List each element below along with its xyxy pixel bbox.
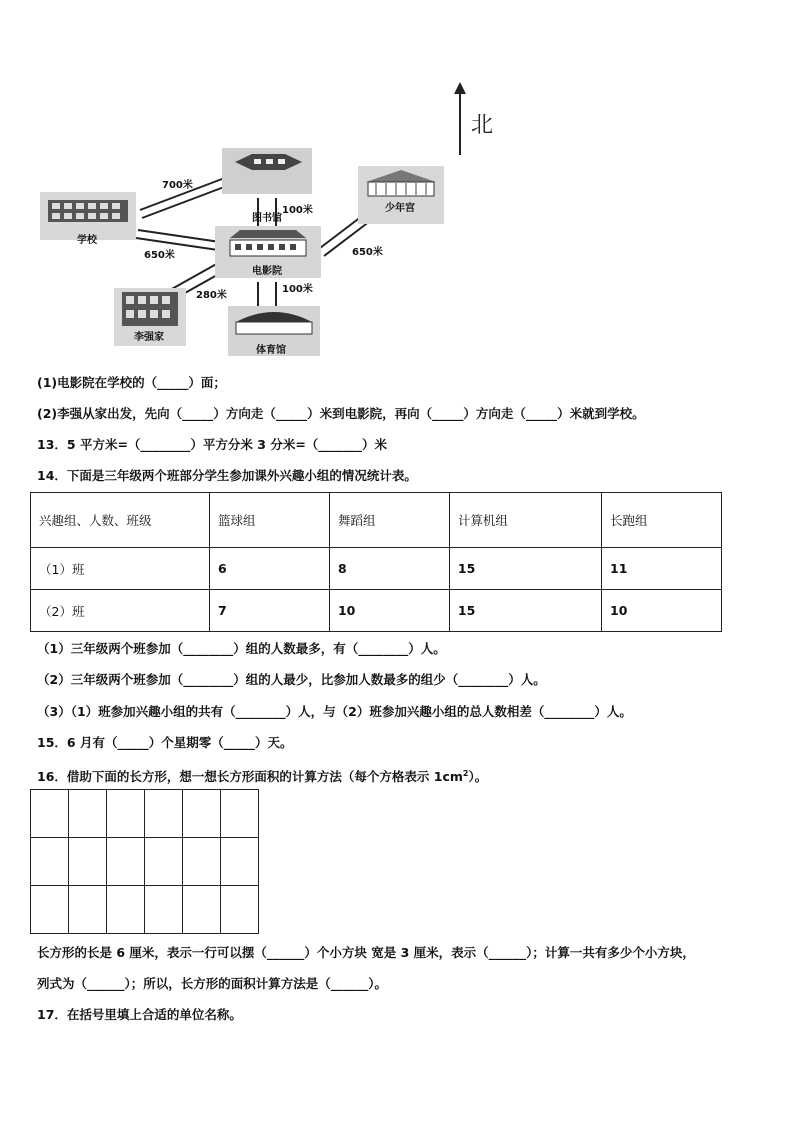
question-16-intro-text: 16．借助下面的长方形，想一想长方形面积的计算方法（每个方格表示 1cm <box>37 769 463 785</box>
grid-cell <box>145 838 183 886</box>
north-indicator-label: 北 <box>471 113 494 138</box>
table-cell: 11 <box>602 548 722 590</box>
table-cell: 8 <box>329 548 449 590</box>
location-map <box>30 70 510 360</box>
table-cell: 6 <box>210 548 330 590</box>
library-building <box>222 148 312 194</box>
question-12-2: (2)李强从家出发，先向（_____）方向走（_____）米到电影院，再向（_____）方向走（_____）米就到学校。 <box>37 406 645 421</box>
distance-cinema-gym: 100米 <box>282 284 313 295</box>
map-label-liqiang-home: 李强家 <box>134 332 164 343</box>
table-header-cell: 计算机组 <box>449 493 601 548</box>
question-14-2: （2）三年级两个班参加（________）组的人最少，比参加人数最多的组少（________）人。 <box>37 672 546 687</box>
table-header-cell: 篮球组 <box>210 493 330 548</box>
distance-school-library: 700米 <box>162 180 193 191</box>
grid-cell <box>107 838 145 886</box>
question-16-intro <box>37 765 487 786</box>
grid-row <box>31 790 259 838</box>
map-label-school: 学校 <box>77 235 97 246</box>
grid-cell <box>145 790 183 838</box>
question-13: 13．5 平方米=（________）平方分米 3 分米=（_______）米 <box>37 437 388 452</box>
question-16-line-2: 列式为（______）；所以，长方形的面积计算方法是（______）。 <box>37 976 388 991</box>
square-grid <box>30 789 259 934</box>
question-16-line-1: 长方形的长是 6 厘米，表示一行可以摆（______）个小方块 宽是 3 厘米，表示（______）；计算一共有多少个小方块， <box>37 945 695 960</box>
distance-library-cinema: 100米 <box>282 205 313 216</box>
distance-cinema-palace: 650米 <box>352 247 383 258</box>
table-row <box>31 548 722 590</box>
question-14-1: （1）三年级两个班参加（________）组的人数最多，有（________）人。 <box>37 641 446 656</box>
interest-group-table <box>30 492 722 632</box>
table-cell: （1）班 <box>31 548 210 590</box>
table-header-cell: 舞蹈组 <box>329 493 449 548</box>
map-label-library: 图书馆 <box>252 213 282 224</box>
question-17: 17．在括号里填上合适的单位名称。 <box>37 1007 242 1022</box>
youth-palace-building <box>358 166 444 224</box>
table-cell: 10 <box>329 590 449 632</box>
table-cell: 7 <box>210 590 330 632</box>
distance-school-cinema: 650米 <box>144 250 175 261</box>
table-row <box>31 590 722 632</box>
grid-cell <box>221 790 259 838</box>
grid-cell <box>69 838 107 886</box>
table-header-cell: 兴趣组、人数、班级 <box>31 493 210 548</box>
question-15: 15．6 月有（_____）个星期零（_____）天。 <box>37 735 293 750</box>
grid-cell <box>221 838 259 886</box>
grid-cell <box>69 790 107 838</box>
question-16-intro-close: ）。 <box>468 769 488 785</box>
grid-cell <box>183 790 221 838</box>
grid-row <box>31 838 259 886</box>
grid-cell <box>31 790 69 838</box>
grid-cell <box>183 886 221 934</box>
table-cell: （2）班 <box>31 590 210 632</box>
superscript-2: 2 <box>462 769 469 778</box>
table-cell: 15 <box>449 590 601 632</box>
grid-cell <box>31 838 69 886</box>
school-building <box>40 192 136 240</box>
table-cell: 15 <box>449 548 601 590</box>
question-14-3: （3）（1）班参加兴趣小组的共有（________）人，与（2）班参加兴趣小组的总人数相差（________）人。 <box>37 704 632 719</box>
question-12-1: (1)电影院在学校的（_____）面； <box>37 375 226 390</box>
grid-cell <box>145 886 183 934</box>
grid-cell <box>221 886 259 934</box>
grid-cell <box>107 790 145 838</box>
grid-row <box>31 886 259 934</box>
table-cell: 10 <box>602 590 722 632</box>
grid-cell <box>31 886 69 934</box>
grid-cell <box>69 886 107 934</box>
distance-home-cinema: 280米 <box>196 290 227 301</box>
grid-cell <box>183 838 221 886</box>
table-header-cell: 长跑组 <box>602 493 722 548</box>
map-label-cinema: 电影院 <box>252 266 282 277</box>
grid-cell <box>107 886 145 934</box>
map-label-youth-palace: 少年宫 <box>385 203 415 214</box>
question-14-intro: 14．下面是三年级两个班部分学生参加课外兴趣小组的情况统计表。 <box>37 468 417 483</box>
map-label-gym: 体育馆 <box>256 345 286 356</box>
table-header-row <box>31 493 722 548</box>
